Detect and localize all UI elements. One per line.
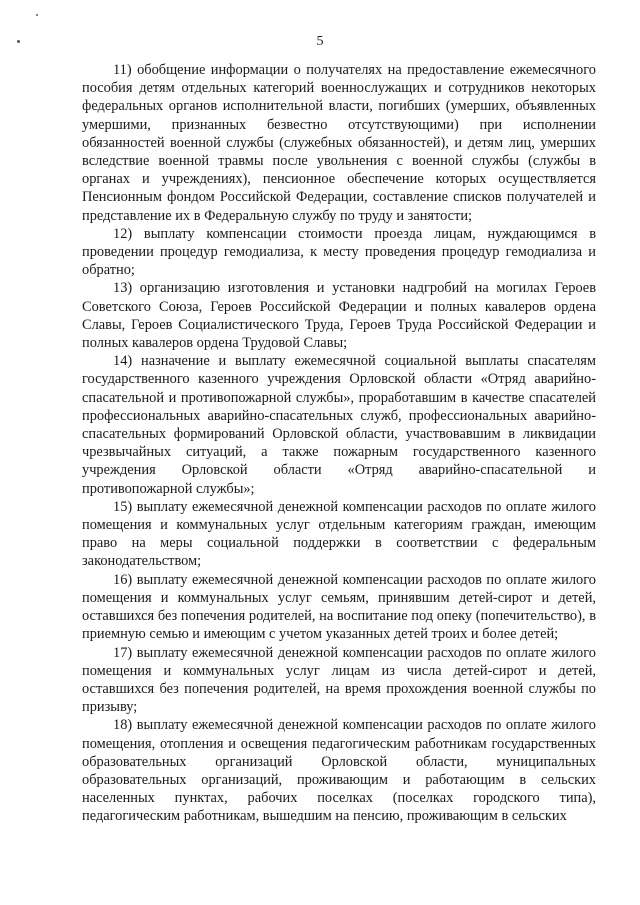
paragraph-item-14: 14) назначение и выплату ежемесячной социальной выплаты спасателям государственного казенного учреждения Орловской области «Отряд аварийно-спасательной и противопожарной службы», проработавшим в качестве спасателей профессиональных аварийно-спасательных служб, профессиональных аварийно-спасательных формирований Орловской области, участвовавшим в ликвидации чрезвычайных ситуаций, а также пожарным государственного казенного учреждения Орловской области «Отряд аварийно-спасательной и противопожарной службы»; <box>82 353 596 497</box>
paragraph-item-11: 11) обобщение информации о получателях на предоставление ежемесячного пособия детям отдельных категорий военнослужащих и сотрудников некоторых федеральных органов исполнительной власти, погибших (умерших, объявленных умершими, признанных безвестно отсутствующими) при исполнении обязанностей военной службы (служебных обязанностей), и детям лиц, умерших вследствие военной травмы после увольнения с военной службы (службы в органах и учреждениях), пенсионное обеспечение которых осуществляется Пенсионным фондом Российской Федерации, составление списков получателей и представление их в Федеральную службу по труду и занятости; <box>82 62 596 224</box>
paragraph-item-18: 18) выплату ежемесячной денежной компенсации расходов по оплате жилого помещения, отопления и освещения педагогическим работникам государственных образовательных организаций Орловской области, муниципальных образовательных организаций, проживающим и работающим в сельских населенных пунктах, рабочих поселках (поселках городского типа), педагогическим работникам, вышедшим на пенсию, проживающим в сельских <box>82 717 596 825</box>
paragraph-item-12: 12) выплату компенсации стоимости проезда лицам, нуждающимся в проведении процедур гемодиализа, к месту проведения процедур гемодиализа и обратно; <box>82 225 596 279</box>
scan-speck <box>36 14 38 16</box>
page-number: 5 <box>316 34 324 49</box>
paragraph-item-17: 17) выплату ежемесячной денежной компенсации расходов по оплате жилого помещения и коммунальных услуг лицам из числа детей-сирот и детей, оставшихся без попечения родителей, на время прохождения военной службы по призыву; <box>82 644 596 716</box>
paragraph-item-13: 13) организацию изготовления и установки надгробий на могилах Героев Советского Союза, Героев Российской Федерации и полных кавалеров ордена Славы, Героев Социалистического Труда, Героев Труда Российской Федерации и полных кавалеров ордена Трудовой Славы; <box>82 280 596 352</box>
body-text <box>82 61 596 826</box>
paragraph-item-15: 15) выплату ежемесячной денежной компенсации расходов по оплате жилого помещения и коммунальных услуг отдельным категориям граждан, имеющим право на меры социальной поддержки в соответствии с федеральным законодательством; <box>82 498 596 570</box>
paragraph-item-16: 16) выплату ежемесячной денежной компенсации расходов по оплате жилого помещения и коммунальных услуг семьям, принявшим детей-сирот и детей, оставшихся без попечения родителей, на воспитание под опеку (попечительство), в приемную семью и имеющим с учетом указанных детей троих и более детей; <box>82 571 596 643</box>
scan-speck <box>17 40 20 43</box>
